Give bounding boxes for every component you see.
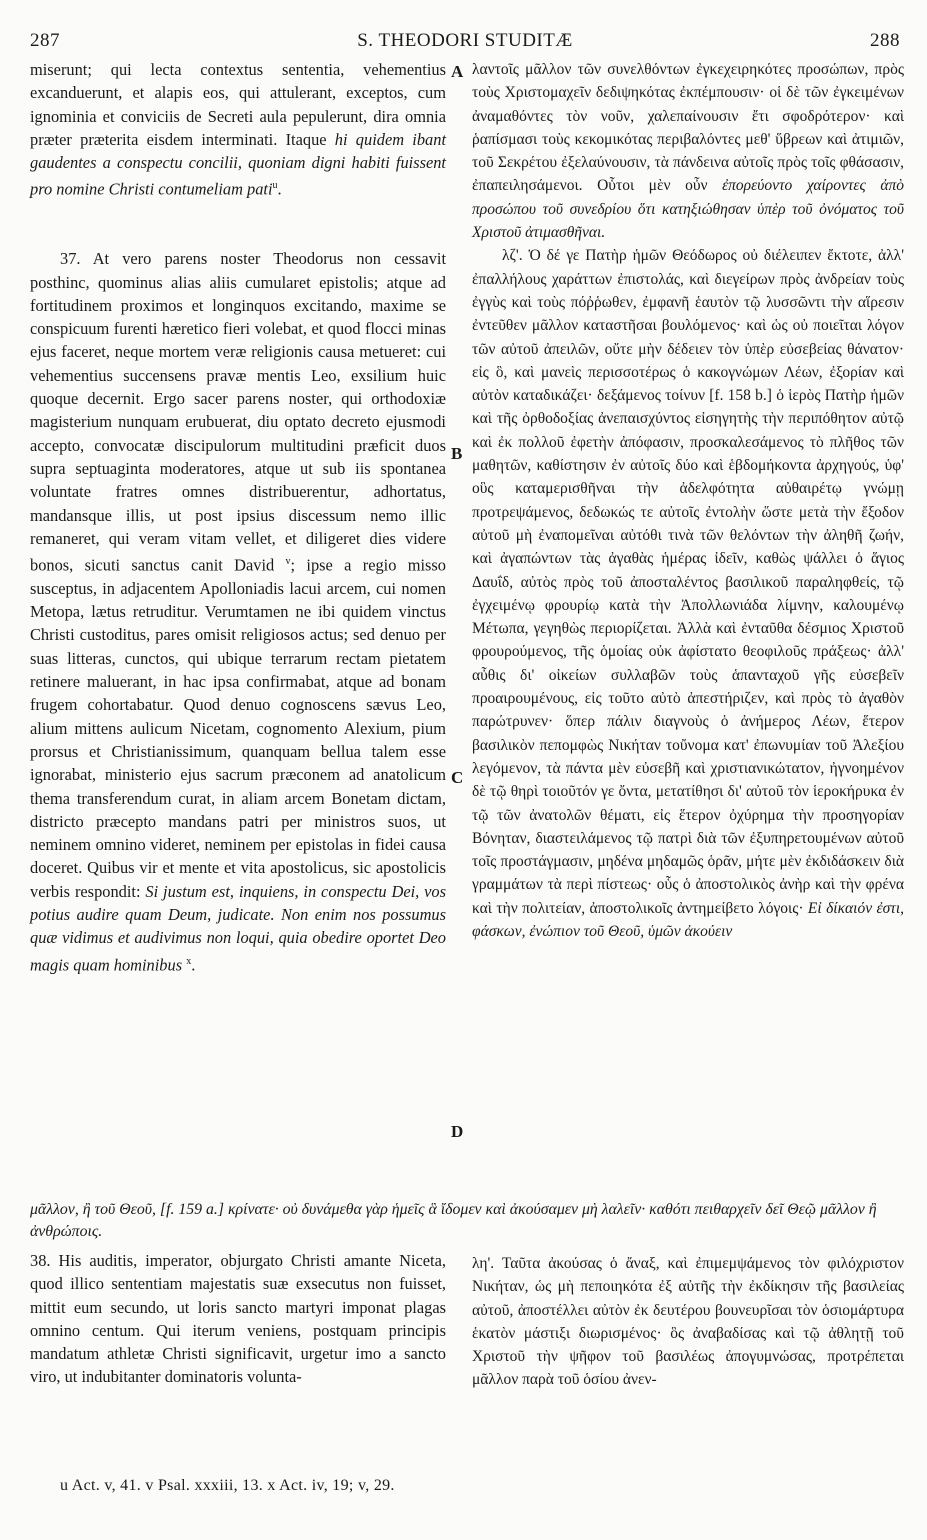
- greek-italic-quote: ἐπορεύοντο χαίροντες ἀπὸ προσώπου τοῦ συνεδρίου ὅτι κατηξιώθησαν ὑπὲρ τοῦ ὀνόματος τοῦ Χριστοῦ ἀτιμασθῆναι.: [472, 177, 904, 242]
- footnotes: u Act. v, 41. v Psal. xxxiii, 13. x Act. iv, 19; v, 29.: [60, 1477, 395, 1494]
- greek-text: λαντοῖς μᾶλλον τῶν συνελθόντων ἐγκεχειρηκότες προσώπων, πρὸς τοὺς Χριστομαχεῖν δεδιψηκότας ἐκπέμπουσιν· οἱ δὲ τῶν ἐγκειμένων ἀναμαθόντες τὸν νοῦν, χαλεπαίνουσιν ἔτι σφοδρότερον· καὶ ῥαπίσμασι τοὺς κεκομικότας περιβαλόντες μεθ' ὕβρεων καὶ ἀτιμιῶν, τοῦ Σεκρέτου ἐξελαύνουσιν, τὰ πάνδεινα αὐτοῖς πρὸς τοῖς φθάσασιν, ἐπαπειλησάμενοι.: [472, 61, 904, 195]
- latin-paragraph-1: miserunt; qui lecta contextus sententia, vehementius excanduerunt, et alapis eos, qui attulerant, exceptos, cum ignominia et conviciis de Secreti aula pepulerunt, dira omnia præter præterita eisdem interminati. Itaque hi quidem ibant gaudentes a conspectu concilii, quoniam digni habiti fuissent pro nomine Christi contumeliam pati$^u$.: [30, 60, 446, 199]
- latin-paragraph-38: 38. His auditis, imperator, objurgato Christi amante Niceta, quod illico sententiam majestatis suæ exsecutus non fuisset, mittit eum secundo, ut loris sancto martyri imponat plagas omnino centum. Qui iterum veniens, postquam principis mandatum athletæ Christi significavit, urgetur imo a sancto viro, ut indubitanter dominatoris volunta-: [30, 1251, 446, 1387]
- greek-gloss-line: μᾶλλον, ἢ τοῦ Θεοῦ, [f. 159 a.] κρίνατε· οὐ δυνάμεθα γὰρ ἡμεῖς ἃ ἴδομεν καὶ ἀκούσαμεν μὴ λαλεῖν· καθότι πειθαρχεῖν δεῖ Θεῷ μᾶλλον ἢ ἀνθρώποις.: [30, 1201, 877, 1240]
- latin-italic-quote: hi quidem ibant gaudentes a conspectu concilii, quoniam digni habiti fuissent pro nomine Christi contumeliam pati: [30, 129, 446, 199]
- greek-italic-quote: Εἰ δίκαιόν ἐστι, φάσκων, ἐνώπιον τοῦ Θεοῦ, ὑμῶν ἀκούειν: [472, 899, 905, 940]
- margin-marker-a: A: [451, 62, 464, 81]
- latin-text: miserunt; qui lecta contextus sententia, vehementius excanduerunt, et alapis eos, qui attulerant, exceptos, cum ignominia et conviciis de Secreti aula pepulerunt, dira omnia præter præterita eisdem interminati. Itaque: [30, 60, 446, 149]
- margin-marker-d: D: [451, 1122, 464, 1141]
- page-number-right: 288: [870, 30, 900, 51]
- running-header: [30, 30, 900, 60]
- running-title: S. THEODORI STUDITÆ: [357, 30, 573, 51]
- page-number-left: 287: [30, 30, 60, 51]
- margin-marker-b: B: [451, 444, 463, 463]
- greek-paragraph-38: λη'. Ταῦτα ἀκούσας ὁ ἄναξ, καὶ ἐπιμεμψάμενος τὸν φιλόχριστον Νικήταν, ὡς μὴ πεποιηκότα ἐξ αὐτῆς τὴν ἐκδίκησιν τῆς βασιλείας αὐτοῦ, ἀποστέλλει αὐτὸν ἐκ δευτέρου βουνευρῖσαι τὸν ὁσιομάρτυρα ἑκατὸν μάστιξι διωρισμένος· ὃς ἀναβαδίσας καὶ τῷ ἀθλητῇ τοῦ Χριστοῦ τὴν ψῆφον τοῦ βασιλέως ἀπογυμνώσας, προτρέπεται μᾶλλον παρὰ τοῦ ὁσίου ἀνεν-: [472, 1255, 904, 1389]
- footnote-ref: v: [285, 556, 291, 568]
- greek-paragraph-37: [472, 244, 904, 943]
- greek-paragraph-1: [472, 58, 904, 244]
- latin-text: 37. At vero parens noster Theodorus non cessavit posthinc, quominus alias aliis cumularet epistolis; atque ad fortitudinem proximos et longinquos excitando, maxime se conspicuum furenti hæretico fieri volebat, et quod flocci minas ejus faceret, neque mortem veræ religionis causa metueret: cui vehementius succensens pravæ mentis Leo, exsilium huic quoque decernit. Ergo sacer parens noster, qui orthodoxiæ magisterium nunquam erubuerat, diu optato decreto ejusmodi accepto, convocatæ discipulorum multitudini præficit duos supra septuaginta moderatores, atque ut sub iis spontanea voluntate fratres omnes distribuerentur, adhortatus, mandansque illis, ut post ipsius discessum nemo illic remaneret, qui veram vitam vellet, et diligeret dies videre bonos, sicuti sanctus canit David: [30, 249, 446, 575]
- latin-italic-quote: Si justum est, inquiens, in conspectu Dei, vos potius audire quam Deum, judicate. Non enim nos possumus quæ vidimus et audivimus non loqui, quia obedire oportet Deo magis quam hominibus: [30, 881, 446, 975]
- footnote-ref: u: [272, 180, 278, 192]
- margin-marker-c: C: [451, 768, 464, 787]
- greek-text: λζ'. Ὁ δέ γε Πατὴρ ἡμῶν Θεόδωρος οὐ διέλειπεν ἔκτοτε, ἀλλ' ἐπαλλήλους χαράττων ἐπιστολάς, καὶ διεγείρων πρὸς ἀνδρείαν τοὺς ἐγγὺς καὶ τοὺς πόῤῥωθεν, ἐμφανῆ ἑαυτὸν τῷ λυσσῶντι τὴν αἵρεσιν ἐντεῦθεν μᾶλλον καταστῆσαι βουλόμενος· καὶ ὡς οὐ ποιεῖται λόγον τῶν αὐτοῦ ἀπειλῶν, οὔτε μὴν δέδειεν τὸν ὑπὲρ εὐσεβείας θάνατον· εἰς ὃ, καὶ μανεὶς περισσοτέρως ὁ κακογνώμων Λέων, ἐξορίαν καὶ αὐτὸν καταδικάζει· δεξάμενος τοίνυν [f. 158 b.] ὁ ἱερὸς Πατὴρ ἡμῶν καὶ τῆς ὀρθοδοξίας ἀνεπαισχύντος εἰσηγητὴς τὴν περιπόθητον αὐτῷ καὶ ἐκ πολλοῦ ἐφετὴν ἀπόφασιν, προσκαλεσάμενος τὸ πλῆθος τῶν μαθητῶν, καθίστησιν ἐν αὐτοῖς δύο καὶ ἑβδομήκοντα ἀρχηγούς, ὑφ' οὓς καταμερισθῆναι τὴν ἀδελφότητα αὐθαιρέτῳ γνώμῃ προτρεψάμενος, δεδωκώς τε αὐτοῖς ἐντολὴν ὥστε μετὰ τὴν ἔξοδον αὐτοῦ μὴ ἐναπομεῖναι αὐτόθι τινὰ τῶν θελόντων τὴν ἀληθῆ ζωήν, καὶ ἀγαπώντων τὰς ἀγαθὰς ἡμέρας ἰδεῖν, καθὼς ψάλλει ὁ ἅγιος Δαυΐδ, αὐτὸς πρὸς τοῦ ἀποσταλέντος βασιλικοῦ παραληφθείς, τῷ ἐγχειμένῳ φρουρίῳ κατὰ τὴν Ἀπολλωνιάδα λίμνην, καλουμένῳ Μέτωπα, γεγηθὼς περιορίζεται. Ἀλλὰ καὶ ἐνταῦθα δέσμιος Χριστοῦ φρουρούμενος, τῆς ὁμοίας οὐκ ἀφίστατο θεοφιλοῦς πράξεως· ἀλλ' αὖθις δι' οἰκείων συλλαβῶν τοὺς ἁπανταχοῦ γῆς εὐσεβεῖν προαιρουμένους, εἰς τοῦτο αὐτὸ ἀπεστήριζεν, καὶ πρὸς τὸ ἀγαθὸν παρώτρυνεν· ὅπερ πάλιν διαγνοὺς ὁ ἀνήμερος Λέων, ἕτερον βασιλικὸν πεπομφὼς Νικήταν τοὔνομα κατ' ἐπωνυμίαν τοῦ Ἀλεξίου λεγόμενον, τὰ πάντα μὲν εὐσεβῆ καὶ χριστιανικώτατον, ἠγνοημένον δὲ τῷ θηρὶ τοιοῦτόν γε ὄντα, μετατίθησι δι' αὐτοῦ τὸν ἱεροκήρυκα ἐν τῷ τῶν ἀνατολῶν θέματι, εἰς ἕτερον ὀχύρημα τὴν προσηγορίαν Βόνηταν, διαστειλάμενος τῷ πατρὶ διὰ τῶν ἐξυπηρετουμένων αὐτοῦ τοῖς προστάγμασιν, μηδένα μηδαμῶς ὁρᾶν, μήτε μὲν ἐκδιδάσκειν διὰ γραμμάτων τὰ περὶ πίστεως· οὗς ὁ ἀποστολικὸς ἀνὴρ καὶ τὴν φρένα καὶ τὴν πολιτείαν, ἀποστολικοῖς ἀντημείβετο λόγοις·: [472, 247, 904, 917]
- greek-text: Οὗτοι μὲν οὖν: [597, 177, 723, 195]
- latin-paragraph-37: 37. At vero parens noster Theodorus non cessavit posthinc, quominus alias aliis cumularet epistolis; atque ad fortitudinem proximos et longinquos excitando, maxime se conspicuum furenti hæretico fieri volebat, et quod flocci minas ejus faceret, neque mortem veræ religionis causa metueret: cui vehementius succensens pravæ mentis Leo, exsilium huic quoque decernit. Ergo sacer parens noster, qui orthodoxiæ magisterium nunquam erubuerat, diu optato decreto ejusmodi accepto, convocatæ discipulorum multitudini præficit duos supra septuaginta moderatores, atque ut sub iis spontanea voluntate fratres omnes distribuerentur, adhortatus, mandansque illis, ut post ipsius discessum nemo illic remaneret, qui veram vitam vellet, et diligeret dies videre bonos, sicuti sanctus canit David $^v$; ipse a regio misso susceptus, in adjacentem Apolloniadis lacui arcem, cui nomen Metopa, lætus retruditur. Verumtamen ne ibi quidem vinctus Christi custoditus, pares omisit religiosos actus; sed denuo per suas litteras, cunctos, qui ubique terrarum rectam pietatem retinere maluerant, in hac ipsa confirmabat, atque ad bonam frugem cohortabatur. Quod denuo cognoscens sævus Leo, alium mittens aulicum Nicetam, cognomento Alexium, pium prorsus et Christianissimum, quanquam bellua talem esse ignorabat, ministerio ejus sacrum præconem ad anatolicum thema transferendum curat, in aliam arcem Bonetam dictam, districto præcepto mandans patri per ministros suos, ut neminem omnino videret, neminem per epistolas in fidei causa doceret. Quibus vir et mente et vita apostolicus, sic apostolicis verbis respondit: Si justum est, inquiens, in conspectu Dei, vos potius audire quam Deum, judicate. Non enim nos possumus quæ vidimus et audivimus non loqui, quia obedire oportet Deo magis quam hominibus $^x$.: [30, 249, 446, 975]
- latin-text: ; ipse a regio misso susceptus, in adjacentem Apolloniadis lacui arcem, cui nomen Metopa, lætus retruditur. Verumtamen ne ibi quidem vinctus Christi custoditus, pares omisit religiosos actus; sed denuo per suas litteras, cunctos, qui ubique terrarum rectam pietatem retinere maluerant, in hac ipsa confirmabat, atque ad bonam frugem cohortabatur. Quod denuo cognoscens sævus Leo, alium mittens aulicum Nicetam, cognomento Alexium, pium prorsus et Christianissimum, quanquam bellua talem esse ignorabat, ministerio ejus sacrum præconem ad anatolicum thema transferendum curat, in aliam arcem Bonetam dictam, districto præcepto mandans patri per ministros suos, ut neminem omnino videret, neminem per epistolas in fidei causa doceret. Quibus vir et mente et vita apostolicus, sic apostolicis verbis respondit:: [30, 555, 446, 901]
- greek-column: [472, 58, 904, 943]
- footnote-ref: x: [186, 955, 192, 967]
- latin-column: [30, 58, 446, 976]
